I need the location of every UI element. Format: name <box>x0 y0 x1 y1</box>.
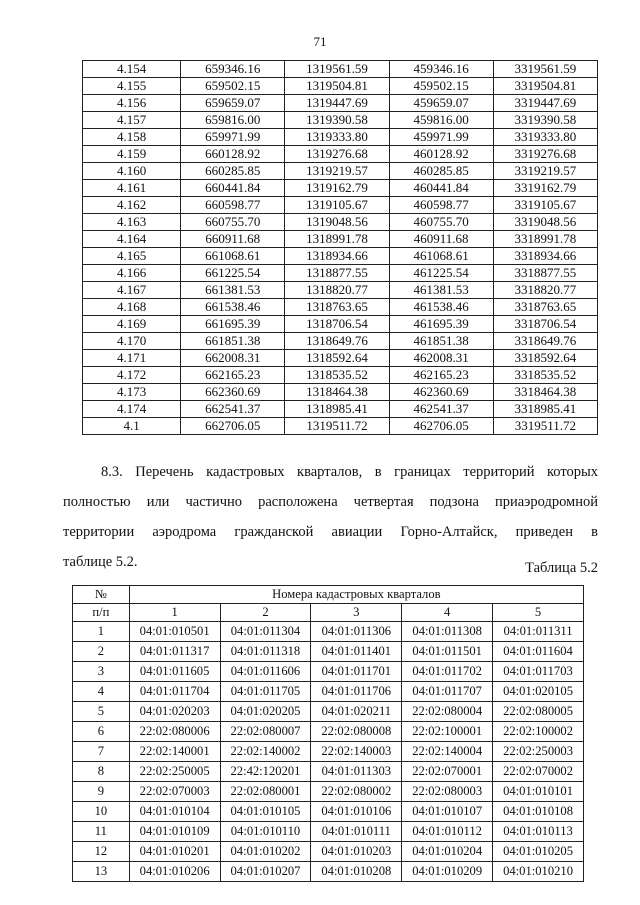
table-cell: 661068.61 <box>181 248 285 265</box>
table-cell: 3319105.67 <box>493 197 597 214</box>
table-cell: 8 <box>73 762 130 782</box>
table-cell: 460128.92 <box>389 146 493 163</box>
table-cell: 461068.61 <box>389 248 493 265</box>
table-row <box>73 782 584 802</box>
table-cell: 04:01:010110 <box>220 822 311 842</box>
header-pp: п/п <box>73 604 130 622</box>
table-cell: 4.166 <box>83 265 181 282</box>
table-cell: 04:01:011702 <box>402 662 493 682</box>
table-cell: 04:01:011303 <box>311 762 402 782</box>
table-cell: 22:02:080008 <box>311 722 402 742</box>
table-cell: 3319162.79 <box>493 180 597 197</box>
table-cell: 1319105.67 <box>285 197 389 214</box>
table-row <box>83 316 598 333</box>
table-row <box>83 163 598 180</box>
table-cell: 04:01:010111 <box>311 822 402 842</box>
table-cell: 4.170 <box>83 333 181 350</box>
table-cell: 12 <box>73 842 130 862</box>
table-row <box>73 822 584 842</box>
table-cell: 04:01:011401 <box>311 642 402 662</box>
table-cell: 3318934.66 <box>493 248 597 265</box>
table-cell: 459816.00 <box>389 112 493 129</box>
table-cell: 461225.54 <box>389 265 493 282</box>
table-cell: 460755.70 <box>389 214 493 231</box>
table-cell: 3318877.55 <box>493 265 597 282</box>
table-cell: 22:02:140003 <box>311 742 402 762</box>
table-cell: 4.165 <box>83 248 181 265</box>
table-cell: 22:02:140002 <box>220 742 311 762</box>
table-cell: 1319276.68 <box>285 146 389 163</box>
table-cell: 04:01:011308 <box>402 622 493 642</box>
table-cell: 462165.23 <box>389 367 493 384</box>
table-cell: 04:01:011707 <box>402 682 493 702</box>
table-cell: 04:01:010106 <box>311 802 402 822</box>
table-cell: 7 <box>73 742 130 762</box>
table-cell: 1318592.64 <box>285 350 389 367</box>
header-col-number: 1 <box>129 604 220 622</box>
header-col-number: 5 <box>493 604 584 622</box>
table-row <box>73 862 584 882</box>
header-number-sign: № <box>73 586 130 604</box>
table-cell: 662008.31 <box>181 350 285 367</box>
table-row <box>83 129 598 146</box>
table-row <box>73 802 584 822</box>
table-cell: 4.172 <box>83 367 181 384</box>
table-cell: 3318820.77 <box>493 282 597 299</box>
table-cell: 04:01:020211 <box>311 702 402 722</box>
table-cell: 3319447.69 <box>493 95 597 112</box>
table-row <box>83 61 598 78</box>
table-row <box>73 842 584 862</box>
table-row <box>83 299 598 316</box>
table-caption: Таблица 5.2 <box>525 560 598 576</box>
table-cell: 04:01:011705 <box>220 682 311 702</box>
table-cell: 660598.77 <box>181 197 285 214</box>
table-row <box>83 367 598 384</box>
table-cell: 659346.16 <box>181 61 285 78</box>
table-cell: 04:01:010105 <box>220 802 311 822</box>
table-cell: 3318464.38 <box>493 384 597 401</box>
table-cell: 22:02:080007 <box>220 722 311 742</box>
table-row <box>73 662 584 682</box>
table-cell: 461381.53 <box>389 282 493 299</box>
table-cell: 04:01:010108 <box>493 802 584 822</box>
table-cell: 22:02:250003 <box>493 742 584 762</box>
table-cell: 1319390.58 <box>285 112 389 129</box>
table-cell: 3319504.81 <box>493 78 597 95</box>
table-cell: 3318985.41 <box>493 401 597 418</box>
table-row <box>83 333 598 350</box>
table-cell: 9 <box>73 782 130 802</box>
table-cell: 22:02:070001 <box>402 762 493 782</box>
table-cell: 4.162 <box>83 197 181 214</box>
table-cell: 22:02:080001 <box>220 782 311 802</box>
table-cell: 1319048.56 <box>285 214 389 231</box>
table-cell: 660128.92 <box>181 146 285 163</box>
table-cell: 1318535.52 <box>285 367 389 384</box>
table-cell: 04:01:010204 <box>402 842 493 862</box>
header-col-number: 2 <box>220 604 311 622</box>
table-cell: 3318649.76 <box>493 333 597 350</box>
table-cell: 1318649.76 <box>285 333 389 350</box>
table-cell: 22:02:250005 <box>129 762 220 782</box>
table-cell: 13 <box>73 862 130 882</box>
table-cell: 659502.15 <box>181 78 285 95</box>
table-cell: 04:01:011604 <box>493 642 584 662</box>
table-cell: 1318763.65 <box>285 299 389 316</box>
table-cell: 461851.38 <box>389 333 493 350</box>
table-cell: 462360.69 <box>389 384 493 401</box>
table-cell: 3318535.52 <box>493 367 597 384</box>
table-row <box>83 78 598 95</box>
table-cell: 661381.53 <box>181 282 285 299</box>
table-cell: 460911.68 <box>389 231 493 248</box>
table-cell: 22:42:120201 <box>220 762 311 782</box>
table-cell: 659816.00 <box>181 112 285 129</box>
table-cell: 04:01:011703 <box>493 662 584 682</box>
table-cell: 662541.37 <box>181 401 285 418</box>
table-cell: 10 <box>73 802 130 822</box>
table-cell: 662706.05 <box>181 418 285 435</box>
table-row <box>73 702 584 722</box>
table-cell: 22:02:070003 <box>129 782 220 802</box>
table-row <box>73 742 584 762</box>
table-cell: 22:02:100002 <box>493 722 584 742</box>
table-cell: 4.161 <box>83 180 181 197</box>
table-cell: 04:01:010207 <box>220 862 311 882</box>
table-cell: 04:01:011606 <box>220 662 311 682</box>
table-cell: 22:02:080002 <box>311 782 402 802</box>
paragraph-line: таблице 5.2. <box>63 554 138 570</box>
table-cell: 460441.84 <box>389 180 493 197</box>
table-cell: 661695.39 <box>181 316 285 333</box>
table-cell: 04:01:010202 <box>220 842 311 862</box>
table-cell: 461538.46 <box>389 299 493 316</box>
paragraph-line: 8.3. Перечень кадастровых кварталов, в границах территорий которых <box>101 464 598 480</box>
table-cell: 3319390.58 <box>493 112 597 129</box>
table-row <box>73 722 584 742</box>
table-row <box>83 282 598 299</box>
section-paragraph <box>63 457 598 577</box>
table-cell: 1318985.41 <box>285 401 389 418</box>
table-row <box>83 112 598 129</box>
table-row <box>83 180 598 197</box>
table-row <box>83 418 598 435</box>
table-cell: 1318877.55 <box>285 265 389 282</box>
table-cell: 459502.15 <box>389 78 493 95</box>
coordinates-table-body <box>83 61 598 435</box>
table-cell: 459346.16 <box>389 61 493 78</box>
table-cell: 4.1 <box>83 418 181 435</box>
table-cell: 1319219.57 <box>285 163 389 180</box>
cadastre-table-body <box>73 622 584 882</box>
table-cell: 662165.23 <box>181 367 285 384</box>
table-row <box>73 622 584 642</box>
table-cell: 04:01:011605 <box>129 662 220 682</box>
table-cell: 04:01:011317 <box>129 642 220 662</box>
paragraph-line: территории аэродрома гражданской авиации Горно-Алтайск, приведен в <box>63 524 598 540</box>
table-cell: 04:01:020203 <box>129 702 220 722</box>
table-cell: 4.155 <box>83 78 181 95</box>
table-cell: 04:01:010209 <box>402 862 493 882</box>
table-cell: 3318706.54 <box>493 316 597 333</box>
table-cell: 22:02:080005 <box>493 702 584 722</box>
table-cell: 3318991.78 <box>493 231 597 248</box>
table-cell: 3318763.65 <box>493 299 597 316</box>
table-cell: 04:01:010112 <box>402 822 493 842</box>
table-cell: 4.164 <box>83 231 181 248</box>
table-cell: 04:01:011306 <box>311 622 402 642</box>
table-cell: 1318464.38 <box>285 384 389 401</box>
table-cell: 2 <box>73 642 130 662</box>
table-cell: 3319219.57 <box>493 163 597 180</box>
table-row <box>83 265 598 282</box>
table-cell: 22:02:070002 <box>493 762 584 782</box>
table-cell: 04:01:010210 <box>493 862 584 882</box>
table-cell: 3319276.68 <box>493 146 597 163</box>
table-cell: 1319333.80 <box>285 129 389 146</box>
table-cell: 659659.07 <box>181 95 285 112</box>
table-cell: 5 <box>73 702 130 722</box>
table-cell: 4.173 <box>83 384 181 401</box>
header-col-number: 4 <box>402 604 493 622</box>
table-cell: 04:01:010206 <box>129 862 220 882</box>
table-row <box>83 231 598 248</box>
table-cell: 04:01:010201 <box>129 842 220 862</box>
table-cell: 3319333.80 <box>493 129 597 146</box>
table-cell: 04:01:010501 <box>129 622 220 642</box>
table-cell: 1318991.78 <box>285 231 389 248</box>
table-cell: 04:01:011701 <box>311 662 402 682</box>
table-cell: 459971.99 <box>389 129 493 146</box>
table-cell: 4.154 <box>83 61 181 78</box>
table-cell: 1319162.79 <box>285 180 389 197</box>
table-cell: 04:01:010208 <box>311 862 402 882</box>
table-row <box>83 95 598 112</box>
table-cell: 4.156 <box>83 95 181 112</box>
table-cell: 3319511.72 <box>493 418 597 435</box>
header-col-number: 3 <box>311 604 402 622</box>
table-cell: 04:01:011304 <box>220 622 311 642</box>
table-cell: 459659.07 <box>389 95 493 112</box>
table-cell: 04:01:011318 <box>220 642 311 662</box>
table-cell: 3318592.64 <box>493 350 597 367</box>
table-cell: 04:01:010113 <box>493 822 584 842</box>
table-cell: 04:01:011501 <box>402 642 493 662</box>
table-cell: 4 <box>73 682 130 702</box>
table-cell: 462706.05 <box>389 418 493 435</box>
table-cell: 4.157 <box>83 112 181 129</box>
table-cell: 4.174 <box>83 401 181 418</box>
table-cell: 1318706.54 <box>285 316 389 333</box>
table-cell: 4.160 <box>83 163 181 180</box>
table-cell: 04:01:010104 <box>129 802 220 822</box>
table-row <box>83 350 598 367</box>
table-cell: 4.167 <box>83 282 181 299</box>
table-cell: 04:01:011311 <box>493 622 584 642</box>
table-cell: 4.169 <box>83 316 181 333</box>
table-cell: 04:01:011706 <box>311 682 402 702</box>
table-cell: 1319504.81 <box>285 78 389 95</box>
table-cell: 22:02:140004 <box>402 742 493 762</box>
table-cell: 660441.84 <box>181 180 285 197</box>
table-cell: 04:01:010203 <box>311 842 402 862</box>
table-cell: 1319447.69 <box>285 95 389 112</box>
table-cell: 22:02:080004 <box>402 702 493 722</box>
table-cell: 11 <box>73 822 130 842</box>
table-cell: 4.159 <box>83 146 181 163</box>
table-cell: 22:02:080006 <box>129 722 220 742</box>
table-cell: 661225.54 <box>181 265 285 282</box>
table-cell: 4.163 <box>83 214 181 231</box>
table-cell: 661851.38 <box>181 333 285 350</box>
table-cell: 660911.68 <box>181 231 285 248</box>
table-cell: 04:01:010205 <box>493 842 584 862</box>
table-cell: 4.168 <box>83 299 181 316</box>
coordinates-table <box>82 60 598 435</box>
table-cell: 04:01:020205 <box>220 702 311 722</box>
cadastre-table <box>72 585 584 882</box>
table-row <box>73 642 584 662</box>
table-cell: 3 <box>73 662 130 682</box>
table-cell: 04:01:010109 <box>129 822 220 842</box>
table-cell: 660285.85 <box>181 163 285 180</box>
table-row <box>83 146 598 163</box>
table-row <box>83 401 598 418</box>
table-cell: 4.171 <box>83 350 181 367</box>
table-cell: 04:01:010101 <box>493 782 584 802</box>
table-cell: 460598.77 <box>389 197 493 214</box>
page-number: 71 <box>313 34 327 49</box>
table-row <box>73 682 584 702</box>
table-row <box>83 384 598 401</box>
header-group-title: Номера кадастровых кварталов <box>129 586 583 604</box>
table-cell: 659971.99 <box>181 129 285 146</box>
table-cell: 461695.39 <box>389 316 493 333</box>
table-cell: 1 <box>73 622 130 642</box>
table-cell: 660755.70 <box>181 214 285 231</box>
table-cell: 04:01:010107 <box>402 802 493 822</box>
table-cell: 661538.46 <box>181 299 285 316</box>
table-cell: 22:02:140001 <box>129 742 220 762</box>
table-cell: 22:02:080003 <box>402 782 493 802</box>
table-cell: 3319048.56 <box>493 214 597 231</box>
table-row <box>83 248 598 265</box>
table-cell: 04:01:011704 <box>129 682 220 702</box>
table-cell: 22:02:100001 <box>402 722 493 742</box>
table-cell: 662360.69 <box>181 384 285 401</box>
paragraph-line: полностью или частично расположена четвертая подзона приаэродромной <box>63 494 598 510</box>
table-cell: 1319511.72 <box>285 418 389 435</box>
table-cell: 1318820.77 <box>285 282 389 299</box>
table-cell: 04:01:020105 <box>493 682 584 702</box>
table-row <box>83 197 598 214</box>
table-cell: 462541.37 <box>389 401 493 418</box>
table-cell: 3319561.59 <box>493 61 597 78</box>
table-cell: 1319561.59 <box>285 61 389 78</box>
table-cell: 460285.85 <box>389 163 493 180</box>
table-cell: 6 <box>73 722 130 742</box>
table-row <box>83 214 598 231</box>
table-row <box>73 762 584 782</box>
table-cell: 462008.31 <box>389 350 493 367</box>
table-cell: 1318934.66 <box>285 248 389 265</box>
table-cell: 4.158 <box>83 129 181 146</box>
